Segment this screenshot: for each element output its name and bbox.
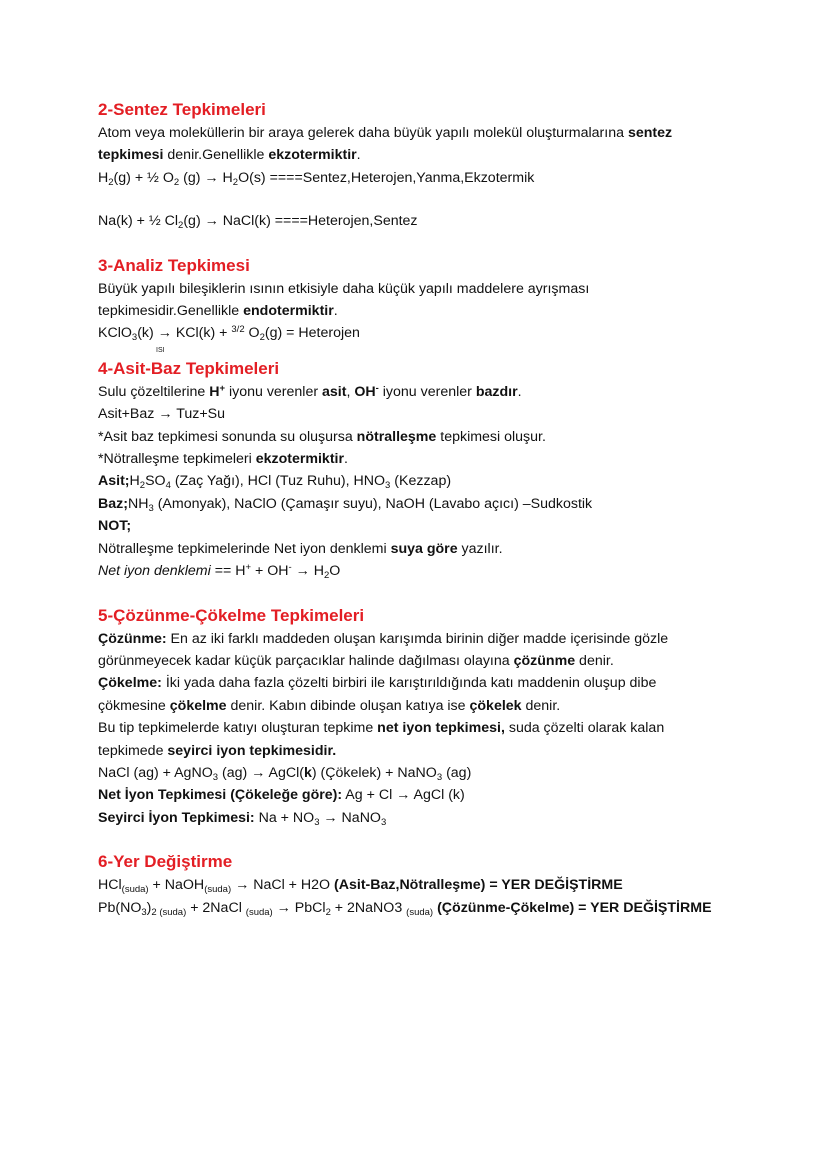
text: (ag) → AgCl( [218, 764, 304, 781]
text: tepkimesi oluşur. [436, 428, 546, 445]
text: denir. Kabın dibinde oluşan katıya ise [226, 697, 470, 714]
subscript: (suda) [245, 906, 273, 918]
superscript: - [288, 562, 292, 574]
superscript: - [375, 382, 379, 394]
subscript: 3 [436, 771, 443, 783]
bold-term: (Çözünme-Çökelme) = YER DEĞİŞTİRME [437, 899, 712, 916]
bold-term: Baz; [98, 495, 128, 512]
sentez-equation-1 [98, 167, 738, 189]
yer-degistirme-line1 [98, 874, 738, 896]
bold-term: seyirci iyon tepkimesidir. [167, 742, 337, 759]
text: O [244, 325, 260, 342]
cozunme-line5 [98, 717, 738, 739]
superscript: 3/2 [231, 324, 245, 336]
text: Nötralleşme tepkimelerinde Net iyon denklemi [98, 540, 391, 557]
bold-term: Çözünme: [98, 630, 167, 647]
text: çökmesine [98, 697, 170, 714]
section-title-sentez: 2-Sentez Tepkimeleri [98, 100, 266, 119]
text: denir.Genellikle [163, 147, 269, 164]
italic-term: Net iyon denklemi [98, 563, 211, 580]
spacer [98, 583, 738, 604]
subscript: 3 [141, 906, 147, 918]
text: Ag + Cl → AgCl (k) [342, 787, 465, 804]
text: H [98, 169, 109, 186]
analiz-equation [98, 322, 738, 344]
asit-baz-line9 [98, 560, 738, 582]
text: (g) → NaCl(k) ====Heterojen,Sentez [183, 213, 418, 230]
subscript: 2 [173, 176, 180, 188]
text: . [356, 147, 361, 164]
subscript: 3 [131, 332, 138, 344]
bold-term: nötralleşme [356, 428, 437, 445]
text: iyonu verenler [378, 383, 476, 400]
subscript: 2 [178, 220, 184, 232]
bold-term: çökelek [469, 697, 522, 714]
cozunme-line1 [98, 628, 738, 650]
document-content [98, 98, 738, 919]
text: HCl [98, 877, 122, 894]
text: Na(k) + ½ Cl [98, 213, 179, 230]
bold-term: net iyon tepkimesi, [377, 720, 505, 737]
spacer [98, 189, 738, 210]
asit-baz-line1 [98, 381, 738, 403]
text: KClO [98, 325, 132, 342]
text: → PbCl [272, 899, 326, 916]
cokelme-line1 [98, 672, 738, 694]
analiz-desc-line1: Büyük yapılı bileşiklerin ısının etkisiyle daha küçük yapılı maddelere ayrışması [98, 280, 590, 297]
subscript: 2 [324, 570, 330, 582]
text: (Amonyak), NaClO (Çamaşır suyu), NaOH (Lavabo açıcı) –Sudkostik [153, 495, 593, 512]
text: Na + NO [254, 809, 315, 826]
bold-term: OH [354, 383, 376, 400]
text: O [329, 563, 341, 580]
asit-baz-note-label: NOT; [98, 518, 132, 535]
cokelme-line2 [98, 695, 738, 717]
text: Atom veya moleküllerin bir araya gelerek daha büyük yapılı molekül oluşturmalarına [98, 125, 628, 141]
asit-baz-line3 [98, 426, 738, 448]
text: (Zaç Yağı), HCl (Tuz Ruhu), HNO [170, 473, 386, 490]
text: yazılır. [457, 540, 503, 557]
subscript: (suda) [406, 906, 434, 918]
text: + 2NaNO3 [330, 899, 407, 916]
subscript: 3 [385, 480, 391, 492]
subscript: 3 [380, 816, 387, 828]
bold-term: k [303, 764, 312, 781]
cozunme-line6 [98, 740, 738, 762]
text: NH [127, 495, 149, 512]
sentez-desc-line2 [98, 144, 738, 166]
subscript: (suda) [204, 884, 232, 896]
bold-term: H [209, 383, 220, 400]
yer-degistirme-line2 [98, 897, 738, 919]
text: → NaNO [319, 809, 381, 826]
text: denir. [575, 652, 614, 669]
bold-term: ekzotermiktir [268, 147, 357, 164]
text: *Nötralleşme tepkimeleri [98, 451, 256, 468]
text: + NaOH [148, 877, 205, 894]
text: Pb(NO [98, 899, 142, 916]
subscript: 2 [232, 176, 239, 188]
text: (Kezzap) [390, 473, 452, 490]
text: O(s) ====Sentez,Heterojen,Yanma,Ekzotermik [238, 169, 535, 186]
bold-term: çökelme [169, 697, 227, 714]
superscript: + [219, 382, 226, 394]
text: (ag) [442, 764, 472, 781]
text: → NaCl + H2O [231, 877, 335, 894]
spectator-ion-equation [98, 807, 738, 829]
text: . [333, 303, 338, 320]
subscript: (suda) [121, 884, 149, 896]
section-title-asit-baz: 4-Asit-Baz Tepkimeleri [98, 358, 280, 378]
subscript: 3 [148, 502, 154, 514]
cozunme-equation [98, 762, 738, 784]
subscript: 3 [314, 816, 320, 828]
text: + OH [251, 563, 289, 580]
subscript: 2 (suda) [151, 906, 187, 918]
asit-baz-line2: Asit+Baz → Tuz+Su [98, 406, 225, 423]
subscript: 3 [212, 771, 219, 783]
analiz-desc-line2 [98, 300, 738, 322]
text: Sulu çözeltilerine [98, 383, 210, 400]
sentez-equation-2 [98, 210, 738, 232]
heat-label: ISI [156, 346, 165, 354]
text: *Asit baz tepkimesi sonunda su oluşursa [98, 428, 357, 445]
section-title-yer-degistirme: 6-Yer Değiştirme [98, 852, 233, 872]
bold-term: (Asit-Baz,Nötralleşme) = YER DEĞİŞTİRME [334, 877, 623, 894]
net-ion-equation [98, 784, 738, 806]
text: , [346, 383, 355, 400]
text: (g) → H [179, 169, 233, 186]
text: ) (Çökelek) + NaNO [311, 764, 437, 781]
bold-term: asit [322, 383, 347, 400]
text: (g) = Heterojen [264, 325, 360, 342]
subscript: 2 [139, 480, 146, 492]
text: İki yada daha fazla çözelti birbiri ile karıştırıldığında katı maddenin oluşup dibe [161, 675, 657, 692]
subscript: 2 [259, 332, 265, 344]
text: → H [291, 563, 324, 580]
text: (k) → KCl(k) + [137, 325, 232, 342]
superscript: + [245, 562, 252, 574]
text: Bu tip tepkimelerde katıyı oluşturan tepkime [98, 720, 378, 737]
text: NaCl (ag) + AgNO [98, 764, 213, 781]
bold-term: ekzotermiktir [255, 451, 345, 468]
text: == H [210, 563, 246, 580]
bold-term: suya göre [390, 540, 458, 557]
text: suda çözelti olarak kalan [504, 720, 665, 737]
text: tepkimede [98, 742, 168, 759]
text: SO [145, 473, 166, 490]
text: ) [146, 899, 152, 916]
text: (g) + ½ O [113, 169, 174, 186]
sentez-desc-line1 [98, 122, 738, 144]
section-title-cozunme-cokelme: 5-Çözünme-Çökelme Tepkimeleri [98, 605, 365, 625]
text: . [344, 451, 348, 468]
text: denir. [521, 697, 561, 714]
spacer [98, 233, 738, 254]
bold-term: endotermiktir [243, 303, 334, 320]
cozunme-line2 [98, 650, 738, 672]
subscript: 2 [108, 176, 114, 188]
bold-term: çözünme [513, 652, 576, 669]
bold-term: Net İyon Tepkimesi (Çökeleğe göre): [98, 787, 343, 804]
asit-baz-line8 [98, 538, 738, 560]
asit-baz-line4 [98, 448, 738, 470]
spacer [98, 829, 738, 850]
asit-baz-line5 [98, 470, 738, 492]
bold-term: tepkimesi [98, 147, 164, 164]
text: H [129, 473, 140, 490]
text: tepkimesidir.Genellikle [98, 303, 244, 320]
text: iyonu verenler [225, 383, 323, 400]
section-title-analiz: 3-Analiz Tepkimesi [98, 255, 250, 275]
text: . [517, 383, 522, 400]
bold-term: Çökelme: [98, 675, 162, 692]
text: + 2NaCl [186, 899, 246, 916]
asit-baz-line6 [98, 493, 738, 515]
bold-term: sentez [627, 125, 673, 141]
bold-term: Asit; [98, 473, 130, 490]
subscript: 2 [325, 906, 331, 918]
bold-term: Seyirci İyon Tepkimesi: [98, 809, 255, 826]
subscript: 4 [165, 480, 171, 492]
text: görünmeyecek kadar küçük parçacıklar halinde dağılması olayına [98, 652, 514, 669]
bold-term: bazdır [475, 383, 518, 400]
text: En az iki farklı maddeden oluşan karışımda birinin diğer madde içerisinde gözle [166, 630, 669, 647]
